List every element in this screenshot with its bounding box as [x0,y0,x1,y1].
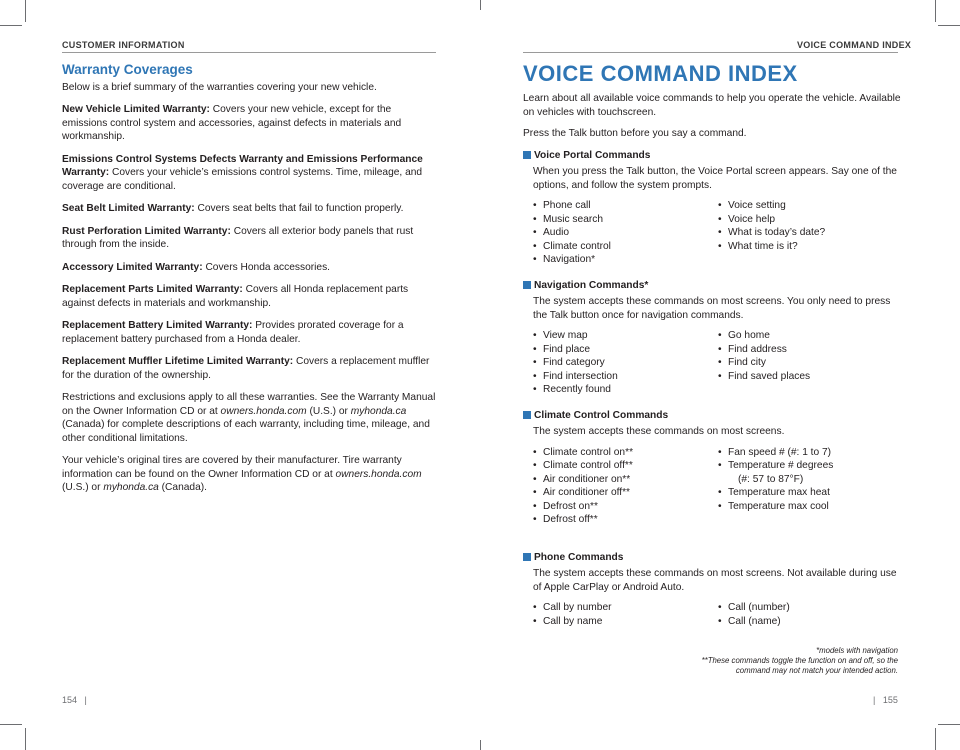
intro-text: Press the Talk button before you say a command. [523,128,747,139]
right-page [480,0,960,750]
command-item: • Audio [533,226,718,240]
footnote: **These commands toggle the function on and off, so the [701,656,898,665]
warranty-term: Replacement Parts Limited Warranty: [62,284,243,295]
footnote: *models with navigation [816,646,898,655]
section-heading [523,149,903,163]
command-column [533,199,718,267]
command-list [533,329,903,397]
command-item: • Find category [533,356,718,370]
intro-text: Learn about all available voice commands to help you operate the vehicle. Available on vehicles with touchscreen. [523,93,901,118]
page-header: CUSTOMER INFORMATION [62,40,185,50]
warranty-item [62,283,436,310]
section-heading-label: Voice Portal Commands [534,149,651,161]
section-heading-label: Phone Commands [534,551,624,563]
command-item: • Find place [533,343,718,357]
command-item: • Find intersection [533,370,718,384]
text-run: (U.S.) or [306,405,351,417]
warranty-text: Covers Honda accessories. [202,261,331,273]
warranty-text: Covers your new vehicle, except for the emissions control system and accessories, against defects in materials and workmanship. [62,104,402,142]
command-item: • Climate control on** [533,446,718,460]
warranty-item [62,319,436,346]
command-item-continuation: (#: 57 to 87°F) [738,473,804,485]
warranty-term: Rust Perforation Limited Warranty: [62,225,231,237]
command-item: • View map [533,329,718,343]
warranty-item [62,153,436,194]
command-item: • Temperature # degrees [718,459,903,473]
warranty-term: Accessory Limited Warranty: [62,261,203,273]
text-run: (U.S.) or [62,482,104,493]
text-run: (Canada). [158,482,207,493]
section-description: The system accepts these commands on most screens. [533,426,785,437]
command-item: • Air conditioner off** [533,486,718,500]
restrictions-text [62,391,436,445]
command-item: • Call (name) [718,615,903,629]
command-item: • What time is it? [718,240,903,254]
link-owners-honda[interactable]: owners.honda.com [220,405,307,417]
section-description: When you press the Talk button, the Voice Portal screen appears. Say one of the options, and follow the system prompts. [533,166,897,191]
command-item: • Defrost off** [533,513,718,527]
command-item: • Temperature max cool [718,500,903,514]
warranty-text: Covers a replacement muffler for the duration of the ownership. [62,356,430,381]
warranty-text: Covers all exterior body panels that rust through from the inside. [62,225,414,250]
section-description: The system accepts these commands on most screens. You only need to press the Talk button once for navigation commands. [533,296,891,321]
text-run: Your vehicle’s original tires are covered by their manufacturer. Tire warranty information can be found on the Owner Information CD or at [62,455,402,480]
command-column [533,329,718,397]
warranty-term: Emissions Control Systems Defects Warranty and Emissions Performance Warranty: [62,153,423,178]
command-column [718,329,903,397]
header-rule [523,52,898,53]
section-heading [523,409,903,423]
section-description: The system accepts these commands on most screens. Not available during use of Apple CarPlay or Android Auto. [533,568,897,593]
command-column [533,446,718,527]
square-bullet-icon [523,151,531,159]
section-title: Warranty Coverages [62,62,193,77]
command-item: • Find city [718,356,903,370]
link-myhonda[interactable]: myhonda.ca [350,405,407,417]
header-rule [62,52,436,53]
footnotes [480,646,898,676]
command-item: • Find address [718,343,903,357]
warranty-item [62,225,436,252]
text-run: (Canada) for complete descriptions of each warranty, including time, mileage, and other conditional limitations. [62,419,430,444]
command-item: • Go home [718,329,903,343]
warranty-item [62,355,436,382]
page-number-value: 155 [882,695,898,705]
command-item: • Fan speed # (#: 1 to 7) [718,446,903,460]
command-item: • Climate control [533,240,718,254]
command-column [718,446,903,527]
warranty-text: Covers your vehicle’s emissions control systems. Time, mileage, and coverage are conditional. [62,167,423,192]
section-heading [523,551,903,565]
warranty-content [62,63,436,504]
warranty-term: Replacement Muffler Lifetime Limited Warranty: [62,356,294,367]
square-bullet-icon [523,553,531,561]
warranty-item [62,202,436,216]
square-bullet-icon [523,411,531,419]
command-list [533,199,903,267]
warranty-term: Replacement Battery Limited Warranty: [62,320,253,331]
command-item: • Music search [533,213,718,227]
command-item: • Find saved places [718,370,903,384]
page-header: VOICE COMMAND INDEX [797,40,912,50]
link-owners-honda[interactable]: owners.honda.com [335,468,422,480]
command-list [533,601,903,628]
command-item: • Recently found [533,383,718,397]
link-myhonda[interactable]: myhonda.ca [103,482,159,493]
warranty-item [62,261,436,275]
command-item: • Climate control off** [533,459,718,473]
tires-text [62,454,436,495]
warranty-text: Provides prorated coverage for a replacement battery purchased from a Honda dealer. [62,320,404,345]
text-run: Restrictions and exclusions apply to all these warranties. See the Warranty Manual on the Owner Information CD or at [62,392,436,417]
voice-command-content [523,62,903,632]
command-list [533,446,903,527]
footnote: command may not match your intended action. [735,666,898,675]
command-item: • Voice setting [718,199,903,213]
command-item: • What is today’s date? [718,226,903,240]
square-bullet-icon [523,281,531,289]
intro-text: Below is a brief summary of the warranties covering your new vehicle. [62,81,377,93]
command-item: • Temperature max heat [718,486,903,500]
warranty-term: New Vehicle Limited Warranty: [62,104,210,115]
warranty-term: Seat Belt Limited Warranty: [62,203,195,214]
command-item: • Call by number [533,601,718,615]
page-number-value: 154 [62,695,78,705]
command-item: • Voice help [718,213,903,227]
section-heading-label: Navigation Commands* [534,279,649,291]
page-title: VOICE COMMAND INDEX [523,61,798,86]
command-column [718,199,903,267]
warranty-item [62,103,436,144]
command-item: • Navigation* [533,253,718,267]
section-heading-label: Climate Control Commands [534,409,669,421]
warranty-text: Covers all Honda replacement parts against defects in materials and workmanship. [62,284,409,309]
command-item: • Call by name [533,615,718,629]
command-item: • Air conditioner on** [533,473,718,487]
command-column [718,601,903,628]
warranty-text: Covers seat belts that fail to function properly. [194,203,404,214]
section-heading [523,279,903,293]
command-column [533,601,718,628]
command-item: • Call (number) [718,601,903,615]
page-number: | 155 [873,695,898,705]
command-item: • Defrost on** [533,500,718,514]
command-item: • Phone call [533,199,718,213]
page-number: 154 | [62,695,87,705]
